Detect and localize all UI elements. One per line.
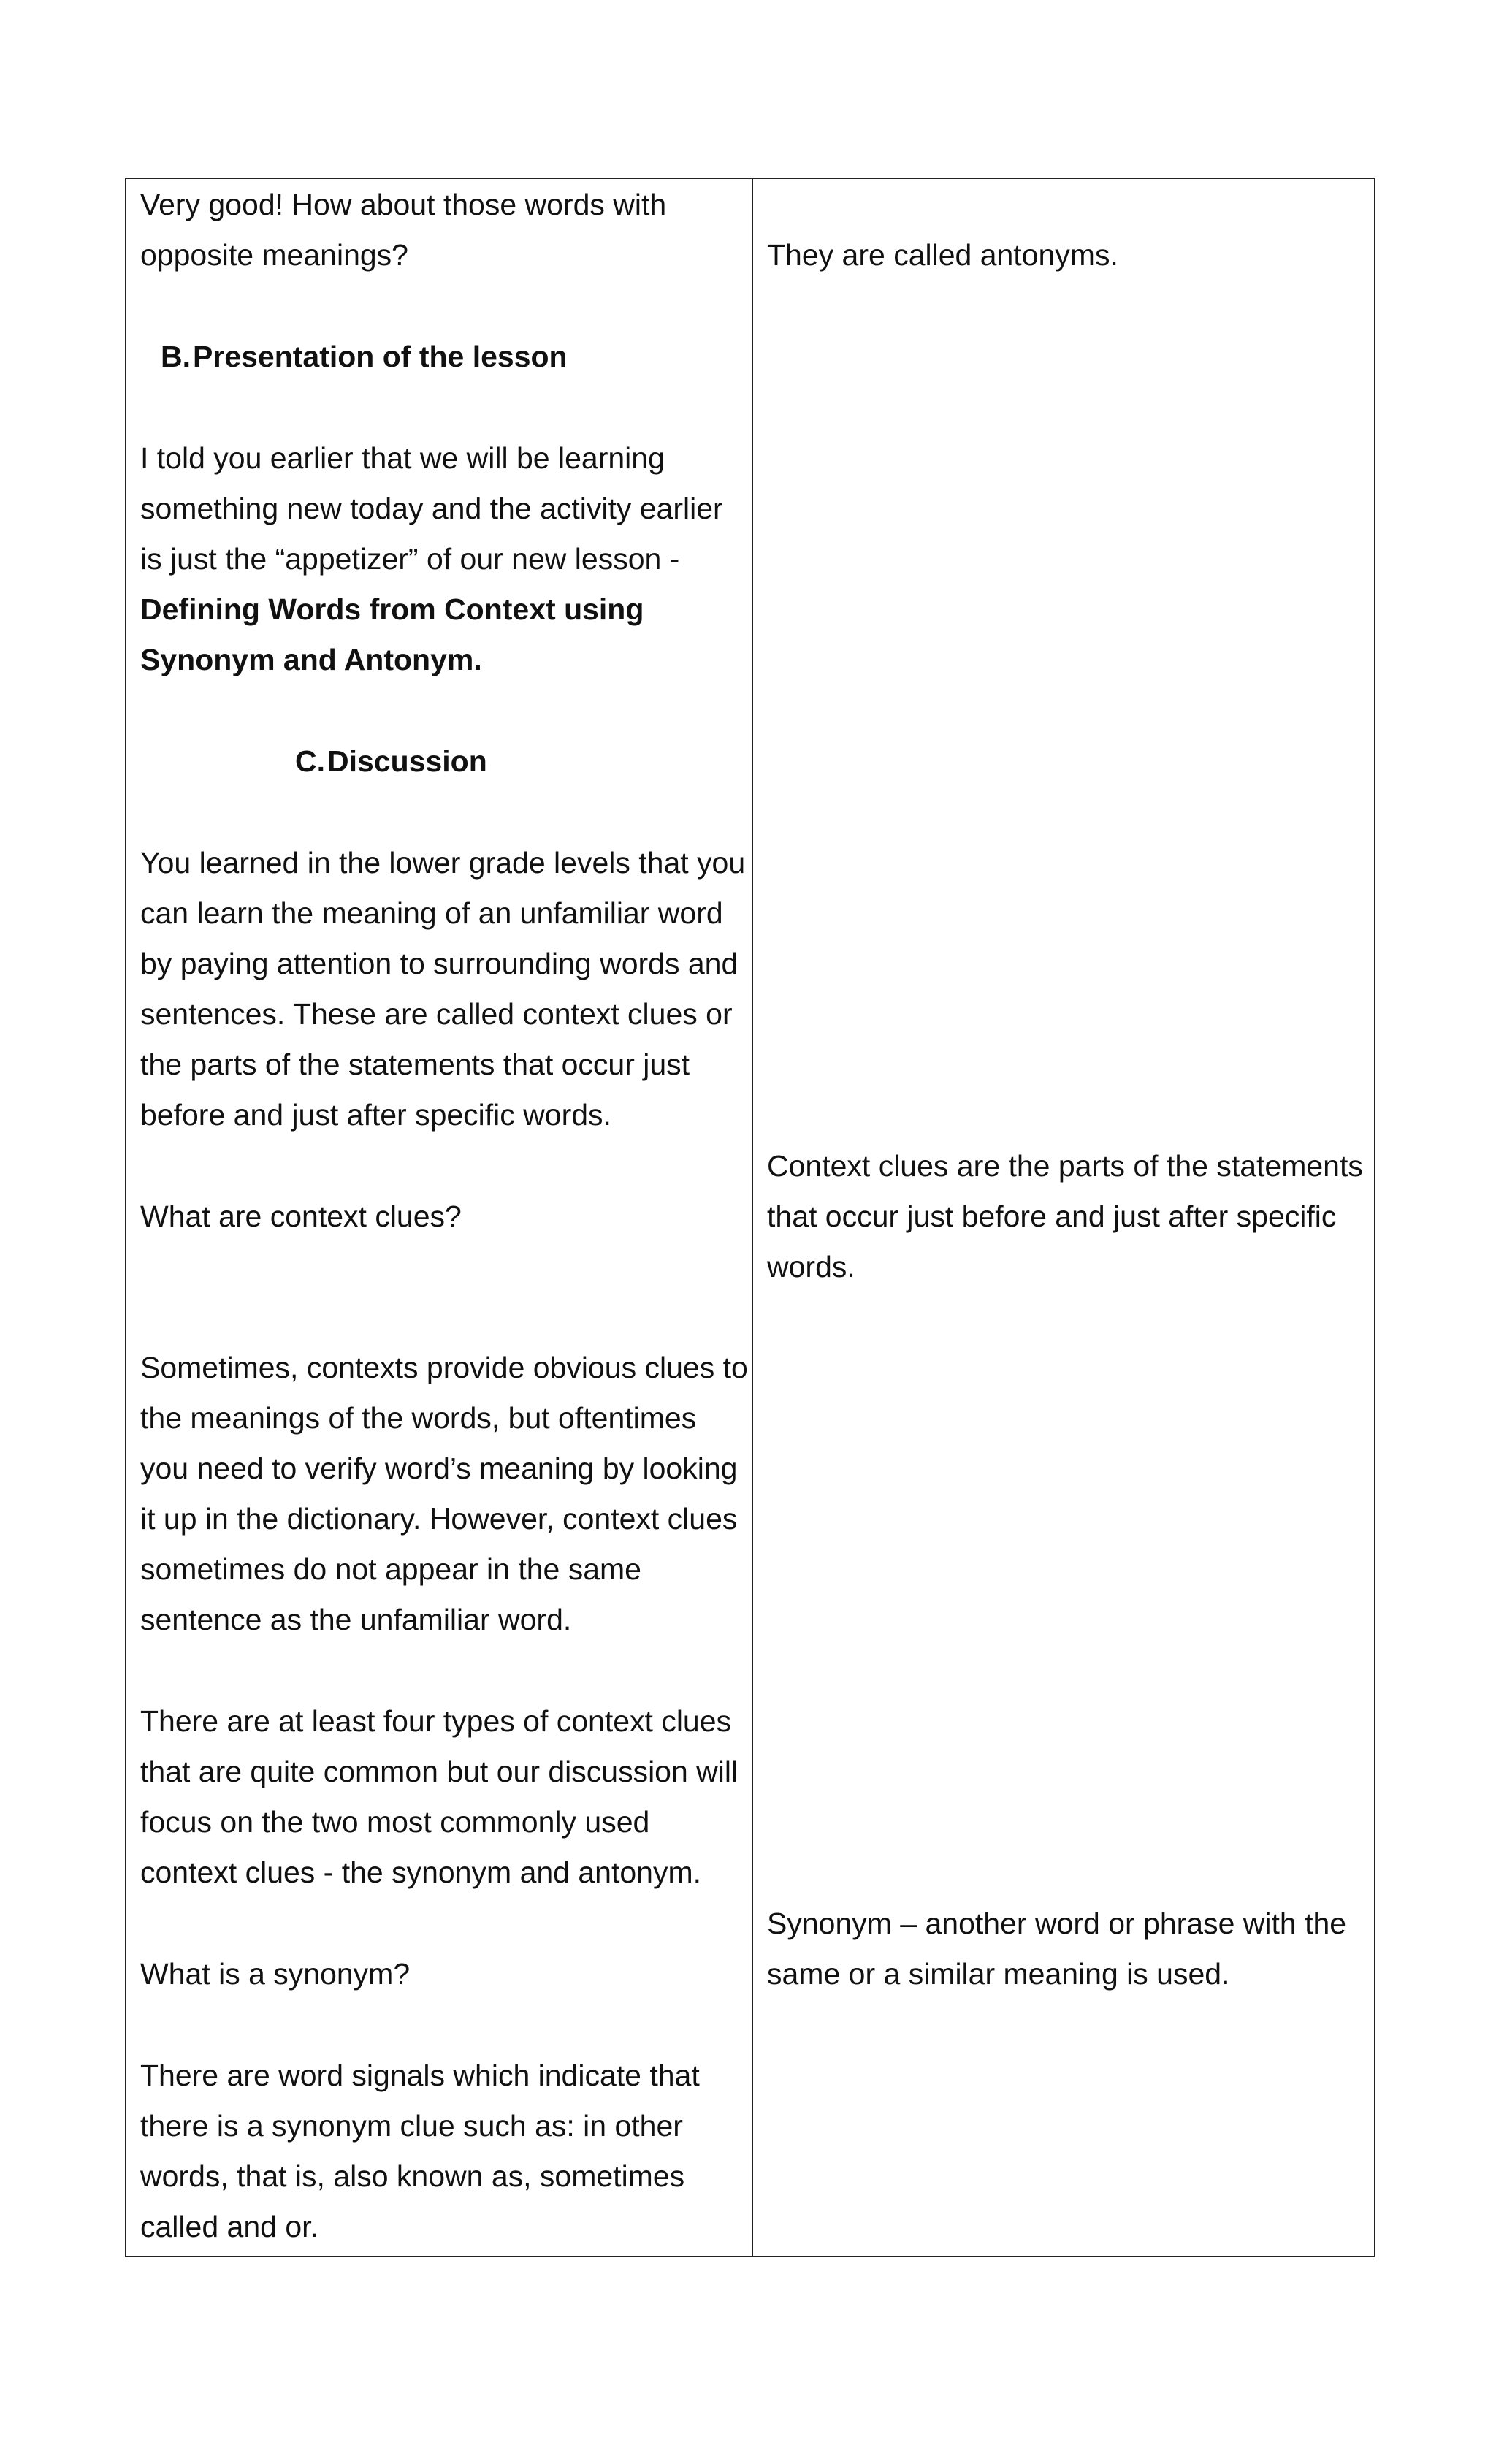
question-context-clues: What are context clues? (140, 1199, 462, 1233)
discussion-line-1: You learned in the lower grade levels that you (140, 846, 746, 880)
discussion-line-4: sentences. These are called context clues or (140, 997, 733, 1031)
types-line-4: context clues - the synonym and antonym. (140, 1855, 702, 1889)
sometimes-line-5: sometimes do not appear in the same (140, 1552, 641, 1586)
heading-letter: B. (161, 340, 191, 373)
discussion-line-2: can learn the meaning of an unfamiliar word (140, 896, 723, 930)
presentation-line-1: I told you earlier that we will be learning (140, 441, 665, 475)
heading-letter: C. (295, 744, 325, 778)
sometimes-line-4: it up in the dictionary. However, context clues (140, 1502, 738, 1536)
discussion-line-5: the parts of the statements that occur just (140, 1048, 690, 1081)
signals-line-4: called and or. (140, 2210, 318, 2243)
context-answer-line-2: that occur just before and just after specific (767, 1199, 1337, 1233)
synonym-answer-line-2: same or a similar meaning is used. (767, 1957, 1230, 1991)
synonym-answer-line-1: Synonym – another word or phrase with the (767, 1907, 1347, 1940)
discussion-line-6: before and just after specific words. (140, 1098, 611, 1132)
signals-line-1: There are word signals which indicate that (140, 2059, 700, 2092)
context-answer-line-1: Context clues are the parts of the statements (767, 1149, 1363, 1183)
types-line-1: There are at least four types of context clues (140, 1704, 732, 1738)
sometimes-line-1: Sometimes, contexts provide obvious clues to (140, 1351, 748, 1384)
context-answer-line-3: words. (767, 1250, 855, 1284)
signals-line-2: there is a synonym clue such as: in other (140, 2109, 683, 2143)
signals-line-3: words, that is, also known as, sometimes (140, 2159, 685, 2193)
sometimes-line-6: sentence as the unfamiliar word. (140, 1603, 572, 1636)
presentation-line-3: is just the “appetizer” of our new lesson - (140, 542, 680, 576)
sometimes-line-2: the meanings of the words, but oftentimes (140, 1401, 697, 1435)
heading-presentation (161, 331, 568, 382)
heading-title: Discussion (327, 744, 487, 778)
presentation-line-2: something new today and the activity earlier (140, 492, 723, 525)
column-divider (752, 179, 753, 2256)
lesson-table (125, 178, 1375, 2257)
antonyms-answer: They are called antonyms. (767, 238, 1118, 272)
sometimes-line-3: you need to verify word’s meaning by looking (140, 1452, 738, 1485)
heading-discussion (295, 736, 487, 787)
heading-title: Presentation of the lesson (193, 340, 568, 373)
types-line-3: focus on the two most commonly used (140, 1805, 650, 1839)
types-line-2: that are quite common but our discussion will (140, 1755, 739, 1788)
intro-line-1: Very good! How about those words with (140, 188, 667, 221)
lesson-title-line-1: Defining Words from Context using (140, 592, 644, 626)
question-synonym: What is a synonym? (140, 1957, 411, 1991)
intro-line-2: opposite meanings? (140, 238, 408, 272)
discussion-line-3: by paying attention to surrounding words and (140, 947, 739, 980)
lesson-title-line-2: Synonym and Antonym. (140, 643, 482, 676)
